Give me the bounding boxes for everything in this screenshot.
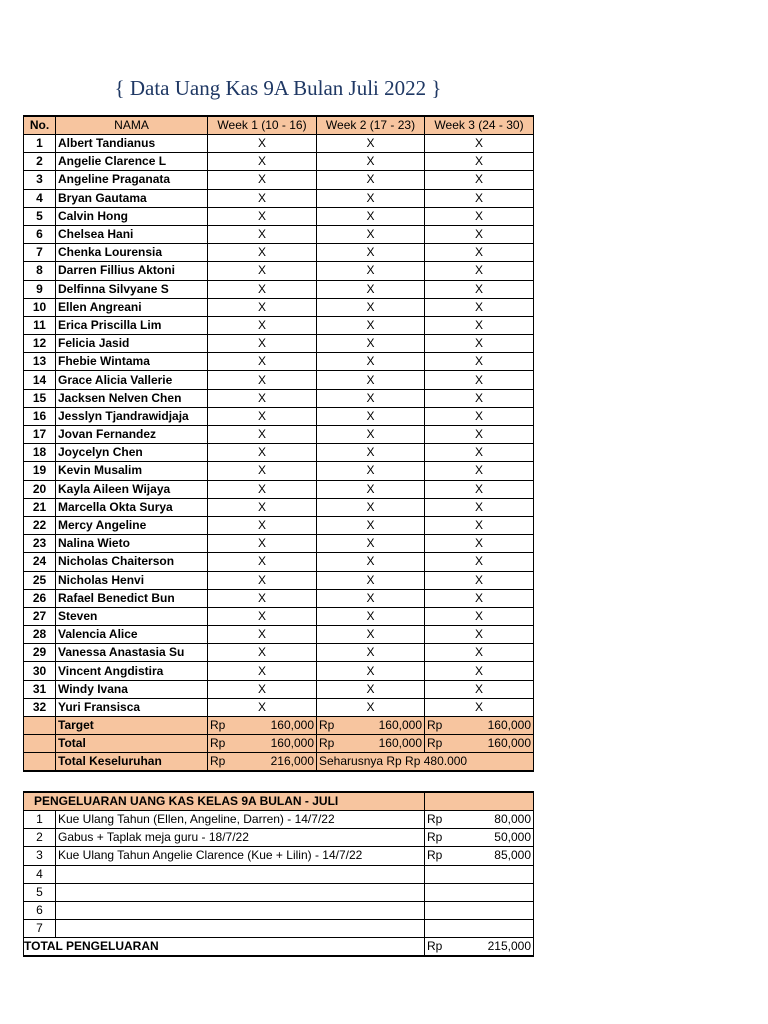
row-number: 8 bbox=[24, 262, 56, 280]
row-number: 9 bbox=[24, 280, 56, 298]
week2-mark: X bbox=[317, 462, 425, 480]
expected-total-note: Seharusnya Rp Rp 480.000 bbox=[317, 753, 534, 772]
week1-mark: X bbox=[208, 353, 317, 371]
table-row bbox=[24, 480, 534, 498]
student-name: Angeline Praganata bbox=[56, 171, 208, 189]
expense-description bbox=[56, 901, 425, 919]
student-name: Jesslyn Tjandrawidjaja bbox=[56, 407, 208, 425]
total-w1-amount bbox=[208, 735, 317, 753]
expense-amount bbox=[425, 811, 534, 829]
student-name: Bryan Gautama bbox=[56, 189, 208, 207]
table-row bbox=[24, 153, 534, 171]
week3-mark: X bbox=[425, 316, 534, 334]
amount-value: 160,000 bbox=[378, 736, 422, 751]
week1-mark: X bbox=[208, 371, 317, 389]
currency-label: Rp bbox=[319, 718, 335, 733]
week3-mark: X bbox=[425, 444, 534, 462]
student-name: Kevin Musalim bbox=[56, 462, 208, 480]
expense-table bbox=[23, 791, 534, 957]
target-w3-amount bbox=[425, 717, 534, 735]
row-number: 2 bbox=[24, 153, 56, 171]
table-row bbox=[24, 316, 534, 334]
week2-mark: X bbox=[317, 335, 425, 353]
week3-mark: X bbox=[425, 644, 534, 662]
week1-mark: X bbox=[208, 644, 317, 662]
table-row bbox=[24, 626, 534, 644]
row-number: 4 bbox=[24, 189, 56, 207]
student-name: Nicholas Henvi bbox=[56, 571, 208, 589]
week1-mark: X bbox=[208, 225, 317, 243]
week3-mark: X bbox=[425, 189, 534, 207]
table-row bbox=[24, 389, 534, 407]
expense-description: Kue Ulang Tahun Angelie Clarence (Kue + Lilin) - 14/7/22 bbox=[56, 847, 425, 865]
table-row bbox=[24, 262, 534, 280]
student-name: Fhebie Wintama bbox=[56, 353, 208, 371]
week2-mark: X bbox=[317, 280, 425, 298]
total-w2-amount bbox=[317, 735, 425, 753]
table-row bbox=[24, 407, 534, 425]
table-row bbox=[24, 135, 534, 153]
row-number: 19 bbox=[24, 462, 56, 480]
expense-number: 2 bbox=[24, 829, 56, 847]
amount-value: 215,000 bbox=[487, 939, 531, 954]
target-row bbox=[24, 717, 534, 735]
row-number: 15 bbox=[24, 389, 56, 407]
week2-mark: X bbox=[317, 225, 425, 243]
expense-row bbox=[24, 901, 534, 919]
row-number: 26 bbox=[24, 589, 56, 607]
week3-mark: X bbox=[425, 498, 534, 516]
table-row bbox=[24, 171, 534, 189]
week2-mark: X bbox=[317, 207, 425, 225]
expense-description: Kue Ulang Tahun (Ellen, Angeline, Darren) - 14/7/22 bbox=[56, 811, 425, 829]
week3-mark: X bbox=[425, 462, 534, 480]
week3-mark: X bbox=[425, 153, 534, 171]
week2-mark: X bbox=[317, 244, 425, 262]
table-row bbox=[24, 698, 534, 716]
table-row bbox=[24, 371, 534, 389]
week1-mark: X bbox=[208, 662, 317, 680]
expense-header-row bbox=[24, 792, 534, 811]
week1-mark: X bbox=[208, 207, 317, 225]
week1-mark: X bbox=[208, 407, 317, 425]
blank-cell bbox=[24, 735, 56, 753]
col-week2-header: Week 2 (17 - 23) bbox=[317, 116, 425, 135]
row-number: 17 bbox=[24, 426, 56, 444]
expense-row bbox=[24, 865, 534, 883]
table-row bbox=[24, 444, 534, 462]
week3-mark: X bbox=[425, 262, 534, 280]
row-number: 5 bbox=[24, 207, 56, 225]
expense-amount bbox=[425, 829, 534, 847]
row-number: 14 bbox=[24, 371, 56, 389]
row-number: 29 bbox=[24, 644, 56, 662]
row-number: 20 bbox=[24, 480, 56, 498]
expense-amount bbox=[425, 920, 534, 938]
student-name: Marcella Okta Surya bbox=[56, 498, 208, 516]
target-label: Target bbox=[56, 717, 208, 735]
currency-label: Rp bbox=[210, 736, 226, 751]
week3-mark: X bbox=[425, 407, 534, 425]
week1-mark: X bbox=[208, 153, 317, 171]
row-number: 27 bbox=[24, 607, 56, 625]
row-number: 12 bbox=[24, 335, 56, 353]
week3-mark: X bbox=[425, 371, 534, 389]
currency-label: Rp bbox=[210, 718, 226, 733]
table-row bbox=[24, 516, 534, 534]
currency-label: Rp bbox=[427, 939, 443, 954]
week1-mark: X bbox=[208, 298, 317, 316]
row-number: 3 bbox=[24, 171, 56, 189]
week2-mark: X bbox=[317, 262, 425, 280]
table-row bbox=[24, 589, 534, 607]
student-name: Yuri Fransisca bbox=[56, 698, 208, 716]
row-number: 13 bbox=[24, 353, 56, 371]
expense-amount bbox=[425, 901, 534, 919]
grand-total-label: Total Keseluruhan bbox=[56, 753, 208, 772]
week1-mark: X bbox=[208, 516, 317, 534]
student-name: Albert Tandianus bbox=[56, 135, 208, 153]
week1-mark: X bbox=[208, 589, 317, 607]
table-row bbox=[24, 353, 534, 371]
week1-mark: X bbox=[208, 316, 317, 334]
amount-value: 160,000 bbox=[270, 736, 314, 751]
col-name-header: NAMA bbox=[56, 116, 208, 135]
target-w1-amount bbox=[208, 717, 317, 735]
cash-table bbox=[23, 115, 534, 772]
table-row bbox=[24, 553, 534, 571]
week1-mark: X bbox=[208, 389, 317, 407]
week2-mark: X bbox=[317, 371, 425, 389]
row-number: 28 bbox=[24, 626, 56, 644]
table-row bbox=[24, 571, 534, 589]
expense-row bbox=[24, 829, 534, 847]
week3-mark: X bbox=[425, 426, 534, 444]
student-name: Jovan Fernandez bbox=[56, 426, 208, 444]
table-row bbox=[24, 244, 534, 262]
col-week1-header: Week 1 (10 - 16) bbox=[208, 116, 317, 135]
currency-label: Rp bbox=[427, 848, 443, 863]
student-name: Delfinna Silvyane S bbox=[56, 280, 208, 298]
week3-mark: X bbox=[425, 280, 534, 298]
week2-mark: X bbox=[317, 698, 425, 716]
row-number: 32 bbox=[24, 698, 56, 716]
expense-row bbox=[24, 883, 534, 901]
expense-number: 6 bbox=[24, 901, 56, 919]
student-name: Joycelyn Chen bbox=[56, 444, 208, 462]
week3-mark: X bbox=[425, 244, 534, 262]
row-number: 22 bbox=[24, 516, 56, 534]
currency-label: Rp bbox=[427, 718, 443, 733]
expense-number: 5 bbox=[24, 883, 56, 901]
row-number: 7 bbox=[24, 244, 56, 262]
week2-mark: X bbox=[317, 189, 425, 207]
student-name: Rafael Benedict Bun bbox=[56, 589, 208, 607]
amount-value: 50,000 bbox=[494, 830, 531, 845]
table-row bbox=[24, 280, 534, 298]
grand-total-row bbox=[24, 753, 534, 772]
target-w2-amount bbox=[317, 717, 425, 735]
table-header bbox=[24, 116, 534, 135]
row-number: 24 bbox=[24, 553, 56, 571]
blank-cell bbox=[24, 717, 56, 735]
table-row bbox=[24, 298, 534, 316]
week1-mark: X bbox=[208, 244, 317, 262]
week1-mark: X bbox=[208, 480, 317, 498]
week1-mark: X bbox=[208, 607, 317, 625]
expense-number: 3 bbox=[24, 847, 56, 865]
week2-mark: X bbox=[317, 607, 425, 625]
week2-mark: X bbox=[317, 589, 425, 607]
expense-amount bbox=[425, 883, 534, 901]
row-number: 23 bbox=[24, 535, 56, 553]
row-number: 6 bbox=[24, 225, 56, 243]
week3-mark: X bbox=[425, 480, 534, 498]
student-name: Windy Ivana bbox=[56, 680, 208, 698]
table-row bbox=[24, 644, 534, 662]
row-number: 11 bbox=[24, 316, 56, 334]
amount-value: 160,000 bbox=[487, 718, 531, 733]
week1-mark: X bbox=[208, 535, 317, 553]
week2-mark: X bbox=[317, 662, 425, 680]
expense-header: PENGELUARAN UANG KAS KELAS 9A BULAN - JULI bbox=[24, 792, 425, 811]
student-name: Nalina Wieto bbox=[56, 535, 208, 553]
currency-label: Rp bbox=[427, 736, 443, 751]
week2-mark: X bbox=[317, 571, 425, 589]
currency-label: Rp bbox=[427, 830, 443, 845]
week2-mark: X bbox=[317, 407, 425, 425]
student-name: Vanessa Anastasia Su bbox=[56, 644, 208, 662]
week3-mark: X bbox=[425, 335, 534, 353]
week3-mark: X bbox=[425, 207, 534, 225]
week2-mark: X bbox=[317, 316, 425, 334]
student-name: Angelie Clarence L bbox=[56, 153, 208, 171]
week2-mark: X bbox=[317, 680, 425, 698]
week2-mark: X bbox=[317, 153, 425, 171]
student-name: Valencia Alice bbox=[56, 626, 208, 644]
table-row bbox=[24, 662, 534, 680]
week3-mark: X bbox=[425, 535, 534, 553]
week1-mark: X bbox=[208, 498, 317, 516]
total-label: Total bbox=[56, 735, 208, 753]
expense-row bbox=[24, 811, 534, 829]
table-row bbox=[24, 426, 534, 444]
table-row bbox=[24, 225, 534, 243]
currency-label: Rp bbox=[319, 736, 335, 751]
table-row bbox=[24, 607, 534, 625]
student-name: Darren Fillius Aktoni bbox=[56, 262, 208, 280]
expense-amount bbox=[425, 847, 534, 865]
expense-total-label: TOTAL PENGELUARAN bbox=[24, 938, 425, 957]
student-name: Erica Priscilla Lim bbox=[56, 316, 208, 334]
week3-mark: X bbox=[425, 607, 534, 625]
week1-mark: X bbox=[208, 553, 317, 571]
expense-number: 1 bbox=[24, 811, 56, 829]
row-number: 30 bbox=[24, 662, 56, 680]
week2-mark: X bbox=[317, 516, 425, 534]
week1-mark: X bbox=[208, 444, 317, 462]
expense-row bbox=[24, 847, 534, 865]
expense-total-amount bbox=[425, 938, 534, 957]
week2-mark: X bbox=[317, 498, 425, 516]
total-row bbox=[24, 735, 534, 753]
week2-mark: X bbox=[317, 298, 425, 316]
expense-description: Gabus + Taplak meja guru - 18/7/22 bbox=[56, 829, 425, 847]
student-name: Ellen Angreani bbox=[56, 298, 208, 316]
week3-mark: X bbox=[425, 553, 534, 571]
student-name: Steven bbox=[56, 607, 208, 625]
week3-mark: X bbox=[425, 298, 534, 316]
row-number: 18 bbox=[24, 444, 56, 462]
table-row bbox=[24, 462, 534, 480]
week3-mark: X bbox=[425, 135, 534, 153]
week1-mark: X bbox=[208, 462, 317, 480]
expense-description bbox=[56, 920, 425, 938]
expense-total-row bbox=[24, 938, 534, 957]
expense-row bbox=[24, 920, 534, 938]
week2-mark: X bbox=[317, 389, 425, 407]
page-title: { Data Uang Kas 9A Bulan Juli 2022 } bbox=[114, 76, 442, 100]
row-number: 1 bbox=[24, 135, 56, 153]
student-name: Nicholas Chaiterson bbox=[56, 553, 208, 571]
week2-mark: X bbox=[317, 135, 425, 153]
week1-mark: X bbox=[208, 680, 317, 698]
expense-number: 4 bbox=[24, 865, 56, 883]
week2-mark: X bbox=[317, 353, 425, 371]
row-number: 21 bbox=[24, 498, 56, 516]
week2-mark: X bbox=[317, 535, 425, 553]
row-number: 31 bbox=[24, 680, 56, 698]
week3-mark: X bbox=[425, 516, 534, 534]
week3-mark: X bbox=[425, 589, 534, 607]
student-name: Mercy Angeline bbox=[56, 516, 208, 534]
week2-mark: X bbox=[317, 171, 425, 189]
row-number: 25 bbox=[24, 571, 56, 589]
week1-mark: X bbox=[208, 262, 317, 280]
week3-mark: X bbox=[425, 626, 534, 644]
grand-total-amount bbox=[208, 753, 317, 772]
week1-mark: X bbox=[208, 571, 317, 589]
week2-mark: X bbox=[317, 644, 425, 662]
student-name: Calvin Hong bbox=[56, 207, 208, 225]
expense-description bbox=[56, 883, 425, 901]
week3-mark: X bbox=[425, 680, 534, 698]
week1-mark: X bbox=[208, 171, 317, 189]
week1-mark: X bbox=[208, 426, 317, 444]
amount-value: 160,000 bbox=[378, 718, 422, 733]
week2-mark: X bbox=[317, 553, 425, 571]
expense-amount bbox=[425, 865, 534, 883]
row-number: 16 bbox=[24, 407, 56, 425]
week3-mark: X bbox=[425, 353, 534, 371]
week1-mark: X bbox=[208, 135, 317, 153]
student-name: Jacksen Nelven Chen bbox=[56, 389, 208, 407]
student-name: Grace Alicia Vallerie bbox=[56, 371, 208, 389]
amount-value: 80,000 bbox=[494, 812, 531, 827]
expense-number: 7 bbox=[24, 920, 56, 938]
col-no-header: No. bbox=[24, 116, 56, 135]
expense-header-blank bbox=[425, 792, 534, 811]
week3-mark: X bbox=[425, 571, 534, 589]
week3-mark: X bbox=[425, 389, 534, 407]
week3-mark: X bbox=[425, 698, 534, 716]
row-number: 10 bbox=[24, 298, 56, 316]
student-name: Kayla Aileen Wijaya bbox=[56, 480, 208, 498]
table-row bbox=[24, 535, 534, 553]
week1-mark: X bbox=[208, 698, 317, 716]
week1-mark: X bbox=[208, 335, 317, 353]
week3-mark: X bbox=[425, 171, 534, 189]
amount-value: 216,000 bbox=[270, 754, 314, 769]
table-row bbox=[24, 335, 534, 353]
week2-mark: X bbox=[317, 444, 425, 462]
blank-cell bbox=[24, 753, 56, 772]
total-w3-amount bbox=[425, 735, 534, 753]
table-row bbox=[24, 189, 534, 207]
student-name: Vincent Angdistira bbox=[56, 662, 208, 680]
student-name: Chenka Lourensia bbox=[56, 244, 208, 262]
week1-mark: X bbox=[208, 189, 317, 207]
week3-mark: X bbox=[425, 662, 534, 680]
student-name: Felicia Jasid bbox=[56, 335, 208, 353]
table-row bbox=[24, 680, 534, 698]
week1-mark: X bbox=[208, 280, 317, 298]
expense-description bbox=[56, 865, 425, 883]
amount-value: 160,000 bbox=[270, 718, 314, 733]
week2-mark: X bbox=[317, 426, 425, 444]
amount-value: 85,000 bbox=[494, 848, 531, 863]
amount-value: 160,000 bbox=[487, 736, 531, 751]
currency-label: Rp bbox=[427, 812, 443, 827]
week1-mark: X bbox=[208, 626, 317, 644]
student-name: Chelsea Hani bbox=[56, 225, 208, 243]
week3-mark: X bbox=[425, 225, 534, 243]
week2-mark: X bbox=[317, 626, 425, 644]
currency-label: Rp bbox=[210, 754, 226, 769]
week2-mark: X bbox=[317, 480, 425, 498]
col-week3-header: Week 3 (24 - 30) bbox=[425, 116, 534, 135]
table-row bbox=[24, 498, 534, 516]
table-row bbox=[24, 207, 534, 225]
